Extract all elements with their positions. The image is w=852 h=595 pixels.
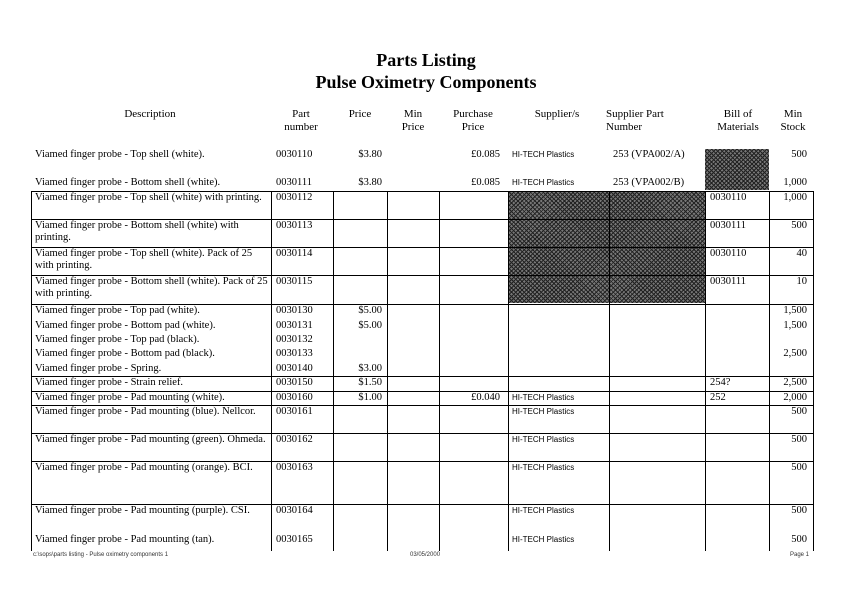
cell-stock: 500 (791, 534, 807, 545)
cell-stock: 2,500 (783, 348, 807, 359)
cell-supplier: HI-TECH Plastics (512, 506, 575, 515)
cell-part: 0030115 (276, 276, 313, 287)
cell-desc: Viamed finger probe - Top shell (white). (35, 149, 205, 160)
cell-part: 0030111 (276, 177, 312, 188)
cell-supplier: HI-TECH Plastics (512, 150, 575, 159)
cell-stock: 500 (791, 434, 807, 445)
cell-part: 0030162 (276, 434, 313, 445)
cell-purchase: £0.085 (471, 149, 500, 160)
column-divider (333, 191, 334, 551)
cell-part: 0030161 (276, 406, 313, 417)
cell-supplier: HI-TECH Plastics (512, 407, 575, 416)
cell-stock: 2,000 (783, 392, 807, 403)
cell-desc: Viamed finger probe - Spring. (35, 363, 162, 374)
footer-path: c:\sops\parts listing - Pulse oximetry components 1 (33, 552, 169, 558)
cell-desc: Viamed finger probe - Top pad (white). (35, 305, 200, 316)
footer-page: Page 1 (790, 552, 810, 558)
cell-part: 0030114 (276, 248, 313, 259)
cell-desc: Viamed finger probe - Top shell (white). Pack of 25 with printing. (35, 248, 253, 271)
cell-stock: 500 (791, 149, 807, 160)
cell-price: $1.00 (358, 392, 382, 403)
header-suppliers: Supplier/s (534, 108, 580, 120)
cell-bom: 254? (710, 377, 731, 388)
cell-purchase: £0.040 (471, 392, 500, 403)
cell-price: $5.00 (358, 305, 382, 316)
header-min-stock: Min Stock (780, 108, 806, 133)
row-divider (31, 504, 814, 505)
cell-desc: Viamed finger probe - Bottom shell (white) with printing. (35, 220, 239, 243)
header-bill-of-materials: Bill of Materials (717, 108, 759, 133)
column-divider (609, 191, 610, 551)
row-divider (31, 433, 814, 434)
cell-desc: Viamed finger probe - Top pad (black). (35, 334, 200, 345)
cell-part: 0030160 (276, 392, 313, 403)
column-divider (769, 191, 770, 551)
cell-part: 0030131 (276, 320, 313, 331)
cell-stock: 40 (796, 248, 807, 259)
cell-desc: Viamed finger probe - Pad mounting (tan). (35, 534, 215, 545)
row-divider (31, 304, 814, 305)
cell-desc: Viamed finger probe - Top shell (white) with printing. (35, 192, 262, 203)
header-price: Price (348, 108, 372, 120)
cell-desc: Viamed finger probe - Bottom shell (white). (35, 177, 221, 188)
cell-part: 0030140 (276, 363, 313, 374)
cell-bom: 0030111 (710, 220, 746, 231)
row-divider (31, 405, 814, 406)
row-divider (31, 275, 814, 276)
cell-purchase: £0.085 (471, 177, 500, 188)
cell-stock: 500 (791, 220, 807, 231)
cell-part: 0030113 (276, 220, 313, 231)
cell-bom: 252 (710, 392, 726, 403)
cell-stock: 2,500 (783, 377, 807, 388)
cell-part: 0030150 (276, 377, 313, 388)
cell-part: 0030164 (276, 505, 313, 516)
row-divider (31, 247, 814, 248)
cell-supplier: HI-TECH Plastics (512, 535, 575, 544)
cell-price: $3.00 (358, 363, 382, 374)
column-divider (705, 191, 706, 551)
cell-part: 0030133 (276, 348, 313, 359)
cell-desc: Viamed finger probe - Pad mounting (blue). Nellcor. (35, 406, 256, 417)
page-subtitle: Pulse Oximetry Components (315, 72, 537, 92)
row-divider (31, 191, 814, 192)
cell-bom: 0030111 (710, 276, 746, 287)
cell-stock: 10 (796, 276, 807, 287)
cell-stock: 1,000 (783, 192, 807, 203)
table-border (31, 191, 32, 551)
cell-spn: 253 (VPA002/B) (613, 177, 685, 188)
cell-desc: Viamed finger probe - Strain relief. (35, 377, 184, 388)
cell-stock: 1,500 (783, 305, 807, 316)
cell-bom: 0030110 (710, 192, 747, 203)
row-divider (31, 219, 814, 220)
cell-price: $5.00 (358, 320, 382, 331)
cell-desc: Viamed finger probe - Pad mounting (green). Ohmeda. (35, 434, 266, 445)
shaded-block-bom (705, 149, 769, 190)
footer-date: 03/05/2000 (410, 552, 441, 558)
cell-part: 0030130 (276, 305, 313, 316)
cell-stock: 500 (791, 406, 807, 417)
cell-desc: Viamed finger probe - Bottom shell (white). Pack of 25 with printing. (35, 276, 268, 299)
row-divider (31, 391, 814, 392)
row-divider (31, 376, 814, 377)
cell-stock: 500 (791, 505, 807, 516)
cell-supplier: HI-TECH Plastics (512, 435, 575, 444)
cell-price: $1.50 (358, 377, 382, 388)
table-border (813, 191, 814, 551)
cell-price: $3.80 (358, 149, 382, 160)
cell-bom: 0030110 (710, 248, 747, 259)
cell-part: 0030163 (276, 462, 313, 473)
cell-supplier: HI-TECH Plastics (512, 393, 575, 402)
header-supplier-part-number: Supplier Part Number (606, 108, 664, 133)
column-divider (439, 191, 440, 551)
column-divider (508, 191, 509, 551)
cell-desc: Viamed finger probe - Pad mounting (white). (35, 392, 225, 403)
header-part-number: Part number (284, 108, 318, 133)
header-min-price: Min Price (401, 108, 425, 133)
column-divider (387, 191, 388, 551)
cell-desc: Viamed finger probe - Pad mounting (purple). CSI. (35, 505, 250, 516)
header-purchase-price: Purchase Price (453, 108, 493, 133)
column-divider (271, 191, 272, 551)
header-description: Description (124, 108, 176, 120)
cell-desc: Viamed finger probe - Bottom pad (black). (35, 348, 215, 359)
cell-part: 0030112 (276, 192, 313, 203)
cell-spn: 253 (VPA002/A) (613, 149, 685, 160)
cell-supplier: HI-TECH Plastics (512, 178, 575, 187)
cell-desc: Viamed finger probe - Bottom pad (white). (35, 320, 216, 331)
cell-stock: 1,500 (783, 320, 807, 331)
page-title: Parts Listing (376, 50, 476, 70)
row-divider (31, 461, 814, 462)
cell-part: 0030110 (276, 149, 313, 160)
cell-desc: Viamed finger probe - Pad mounting (orange). BCI. (35, 462, 253, 473)
cell-part: 0030165 (276, 534, 313, 545)
cell-stock: 1,000 (783, 177, 807, 188)
cell-part: 0030132 (276, 334, 313, 345)
cell-supplier: HI-TECH Plastics (512, 463, 575, 472)
cell-stock: 500 (791, 462, 807, 473)
cell-price: $3.80 (358, 177, 382, 188)
